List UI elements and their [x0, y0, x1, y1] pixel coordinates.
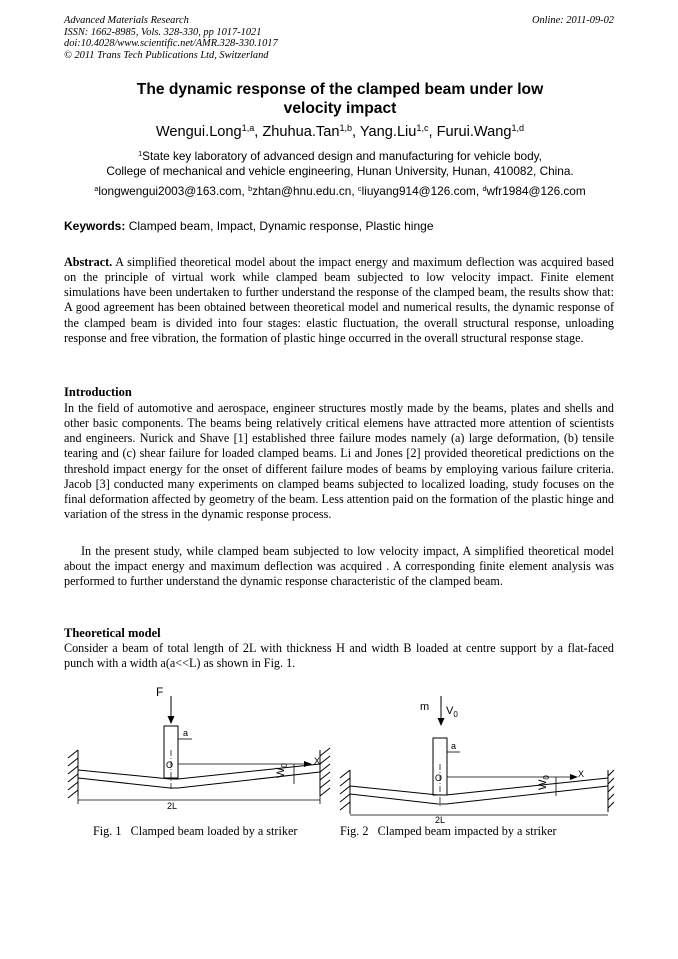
author-name: Wengui.Long [155, 124, 242, 140]
w-label: $W_0$ [275, 763, 289, 778]
right-wall-hatch [320, 756, 330, 764]
author-separator: , [254, 124, 263, 140]
span-label: 2L [435, 815, 446, 824]
author-affil-mark: 1,b [339, 123, 353, 134]
affiliation [64, 149, 616, 179]
left-wall-hatch [340, 770, 350, 778]
paper-title [64, 80, 616, 118]
title-line-2: velocity impact [283, 100, 397, 117]
title-line-1: The dynamic response of the clamped beam under low [136, 81, 544, 98]
journal-copyright: © 2011 Trans Tech Publications Ltd, Switzerland [64, 49, 269, 61]
affiliation-line-1: $^1$State key laboratory of advanced design and manufacturing for vehicle body, [138, 148, 542, 163]
right-wall-hatch [608, 794, 614, 800]
author-name: Zhuhua.Tan [262, 124, 340, 140]
velocity-arrowhead [438, 718, 445, 726]
email-mark: d [482, 183, 487, 193]
a-label: a [183, 728, 189, 738]
force-label: F [156, 685, 164, 699]
right-wall-hatch [320, 748, 330, 756]
left-wall-hatch [340, 794, 350, 802]
abstract-text: A simplified theoretical model about the impact energy and maximum deflection was acquired based on the principle of virtual work while clamped beam subjected to low velocity impact. Finite element simulations have been undertaken to further understand the response of the clamped beam, the results show that: A good agreement has been obtained between theoretical model and numerical results, the dynamic response of the clamped beam is divided into four stages: elastic fluctuation, the overall structural response, unloading response and free vibration, the formation of plastic hinge occurred in the overall structural response stage. [64, 255, 614, 345]
left-wall-hatch [340, 786, 350, 794]
figure-1-diagram [62, 684, 337, 824]
author [360, 124, 437, 140]
email-mark: b [248, 183, 253, 193]
author-name: Furui.Wang [436, 124, 512, 140]
author-affil-mark: 1,d [511, 123, 525, 134]
x-axis-label: X [314, 756, 321, 766]
left-wall-hatch [68, 782, 78, 790]
right-wall-hatch [608, 802, 614, 808]
email-address: zhtan@hnu.edu.cn [252, 184, 352, 198]
origin-label: O [435, 773, 443, 783]
mass-label: m [420, 701, 430, 713]
email [94, 184, 248, 198]
left-wall-hatch [340, 802, 350, 810]
figure-2 [338, 684, 616, 824]
figure-2-caption: Fig. 2 Clamped beam impacted by a striker [340, 824, 557, 838]
email-separator: , [475, 184, 483, 198]
author-separator: , [352, 124, 360, 140]
author-list [64, 123, 616, 141]
keywords-text: Clamped beam, Impact, Dynamic response, Plastic hinge [125, 219, 434, 233]
right-wall-hatch [320, 764, 330, 772]
introduction-heading: Introduction [64, 385, 132, 399]
figure-1 [62, 684, 337, 824]
theory-paragraph-1: Consider a beam of total length of 2L with thickness H and width B loaded at centre support by a flat-faced punch with a width a(a<<L) as shown in Fig. 1. [64, 641, 614, 671]
left-wall-hatch [68, 758, 78, 766]
abstract [64, 255, 614, 346]
left-wall-hatch [68, 774, 78, 782]
right-wall-hatch [608, 778, 614, 784]
left-wall-hatch [68, 766, 78, 774]
right-wall-hatch [320, 780, 330, 788]
x-axis-arrowhead [304, 761, 312, 767]
origin-label: O [166, 760, 174, 770]
email-address: wfr1984@126.com [486, 184, 586, 198]
email-separator: , [241, 184, 249, 198]
span-label: 2L [167, 801, 178, 811]
introduction-paragraph-1: In the field of automotive and aerospace, engineer structures mostly made by the beams, plates and shells and other basic components. The beams being relatively critical elemens have attracted more attention of scientists and engineers. Nurick and Shave [1] established three failure modes namely (a) large deformation, (b) tensile tearing and (c) shear failure for loaded clamped beams. Li and Jones [2] provided theoretical predictions on the threshold impact energy for the onset of different failure modes of beams by employing various failure criteria. Jacob [3] conducted many experiments on clamped beams subjected to localized loading, study focuses on the final deformation affected by geometry of the beam. Less attention paid on the formation of the plastic hinge and variation of the stress in the dynamic response process. [64, 401, 614, 522]
right-wall-hatch [320, 772, 330, 780]
author [437, 124, 524, 140]
author [156, 124, 262, 140]
x-axis-label: X [578, 769, 585, 779]
force-arrowhead [168, 716, 175, 724]
online-date: Online: 2011-09-02 [531, 15, 614, 26]
keywords-label: Keywords: [64, 219, 126, 233]
journal-header [64, 15, 616, 61]
introduction-paragraph-2: In the present study, while clamped beam subjected to low velocity impact, A simplified theoretical model about the impact energy and maximum deflection was acquired . A corresponding finite element analysis was performed to further understand the dynamic response characteristic of the clamped beam. [64, 544, 614, 589]
right-wall-hatch [608, 770, 614, 776]
email-list [64, 184, 616, 199]
beam-bottom-edge [350, 786, 608, 804]
author-affil-mark: 1,a [241, 123, 255, 134]
right-wall-hatch [608, 786, 614, 792]
right-wall-hatch [320, 788, 330, 796]
beam-top-edge [350, 778, 608, 795]
affiliation-line-2: College of mechanical and vehicle engineering, Hunan University, Hunan, 410082, China. [106, 164, 574, 178]
affiliation-mark: 1 [138, 148, 143, 158]
figure-2-diagram [338, 684, 616, 824]
email [482, 184, 585, 198]
w-label: $W_0$ [537, 775, 551, 790]
author [262, 124, 360, 140]
email [358, 184, 483, 198]
x-axis-arrowhead [570, 774, 578, 780]
email [248, 184, 358, 198]
email-mark: c [357, 183, 362, 193]
email-address: longwengui2003@163.com [98, 184, 242, 198]
email-address: liuyang914@126.com [361, 184, 476, 198]
author-name: Yang.Liu [359, 124, 417, 140]
abstract-label: Abstract. [64, 255, 113, 269]
email-mark: a [94, 183, 99, 193]
journal-doi: doi:10.4028/www.scientific.net/AMR.328-330.1017 [64, 38, 278, 50]
journal-name: Advanced Materials Research [64, 15, 189, 26]
left-wall-hatch [68, 790, 78, 798]
journal-issn: ISSN: 1662-8985, Vols. 328-330, pp 1017-1021 [64, 26, 262, 38]
author-separator: , [428, 124, 437, 140]
figure-1-caption: Fig. 1 Clamped beam loaded by a striker [93, 824, 298, 838]
keywords [64, 219, 616, 234]
author-affil-mark: 1,c [416, 123, 429, 134]
velocity-label: $V_0$ [446, 705, 458, 719]
theory-heading: Theoretical model [64, 626, 161, 640]
a-label: a [451, 741, 457, 751]
left-wall-hatch [68, 750, 78, 758]
left-wall-hatch [340, 778, 350, 786]
email-separator: , [351, 184, 358, 198]
